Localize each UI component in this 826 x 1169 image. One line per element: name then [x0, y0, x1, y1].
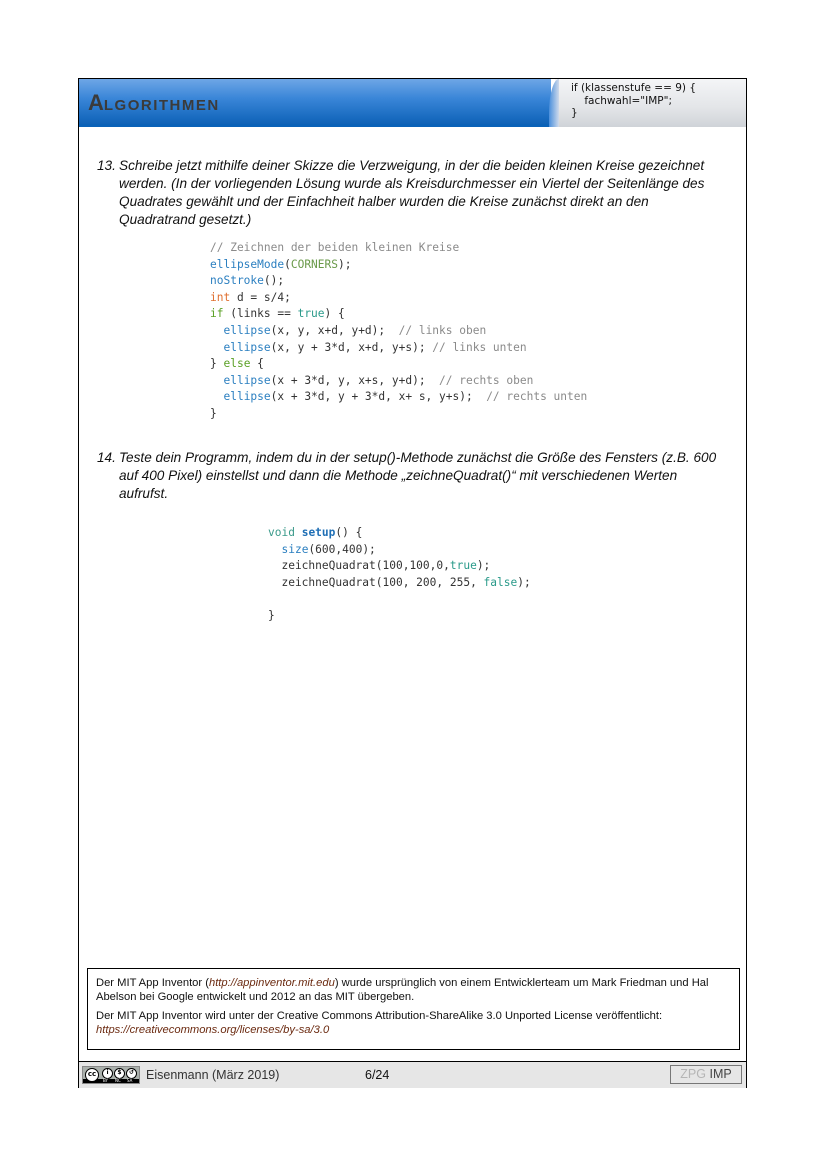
code-token: [210, 390, 223, 403]
code-token: ellipse: [223, 323, 271, 337]
code-token: }: [210, 406, 217, 420]
code-token: [295, 526, 302, 539]
code-line: [210, 340, 587, 357]
task-text: Schreibe jetzt mithilfe deiner Skizze die Verzweigung, in der die beiden kleinen Kreise gezeichnet werden. (In der vorliegenden Lösung wurde als Kreisdurchmesser ein Viertel der Seitenlänge des Quadrates gewählt und der Einfachheit halber wurden die Kreise zunächst direkt an den Quadratrand gesetzt.): [119, 158, 705, 227]
code-line: [210, 306, 587, 323]
task-13: [97, 157, 727, 229]
code-token: (links ==: [223, 307, 298, 321]
code-line: [210, 290, 587, 307]
code-token: void: [268, 526, 295, 539]
header-code-panel: [555, 79, 746, 127]
nc-icon: $: [114, 1068, 125, 1079]
code-token: () {: [335, 526, 363, 539]
code-token: setup: [301, 526, 336, 539]
app-inventor-info-box: [87, 968, 740, 1050]
code-token: ellipse: [223, 390, 271, 404]
code-token: noStroke: [210, 274, 264, 288]
code-token: );: [517, 575, 531, 589]
page-header: [79, 79, 746, 127]
code-token: // rechts oben: [439, 373, 534, 387]
code-token: }: [268, 608, 275, 622]
task-number: 13.: [97, 158, 116, 173]
code-token: (x + 3*d, y, x+s, y+d);: [270, 373, 440, 387]
code-line: [210, 257, 587, 274]
code-token: if: [210, 307, 224, 321]
code-token: int: [210, 290, 231, 304]
code-token: // links unten: [432, 340, 527, 354]
code-line: [268, 591, 531, 608]
footer-author: Eisenmann (März 2019): [146, 1068, 280, 1082]
code-token: (600,400);: [308, 542, 376, 556]
code-token: ) {: [324, 307, 345, 321]
code-line: [268, 558, 531, 575]
code-token: (x + 3*d, y + 3*d, x+ s, y+s);: [270, 390, 487, 404]
page-footer: [79, 1061, 746, 1088]
code-line: [268, 525, 531, 542]
code-token: false: [483, 575, 518, 589]
info-paragraph-origin: Der MIT App Inventor (http://appinventor.mit.edu) wurde ursprünglich von einem Entwicklerteam um Mark Friedman und Hal Abelson bei Google entwickelt und 2012 an das MIT übergeben.: [96, 977, 709, 1004]
code-token: {: [250, 357, 264, 371]
code-token: else: [223, 357, 251, 371]
code-token: ();: [263, 274, 285, 288]
license-link[interactable]: https://creativecommons.org/licenses/by-sa/3.0: [96, 1024, 330, 1037]
code-token: CORNERS: [290, 257, 338, 271]
code-token: zeichneQuadrat(100, 200, 255,: [268, 575, 484, 589]
code-token: );: [338, 257, 352, 271]
code-token: // Zeichnen der beiden kleinen Kreise: [210, 241, 460, 254]
code-token: [210, 341, 223, 354]
code-token: zeichneQuadrat(100,100,0,: [268, 559, 450, 573]
page-number: 6/24: [365, 1068, 390, 1082]
sa-icon: ↺: [126, 1068, 137, 1079]
code-token: true: [297, 307, 325, 321]
code-token: [210, 374, 223, 387]
code-block-setup: [268, 525, 531, 625]
task-number: 14.: [97, 450, 116, 465]
code-token: ellipseMode: [210, 257, 285, 271]
code-line: [210, 240, 587, 257]
code-token: // links oben: [398, 323, 487, 337]
cc-by-nc-sa-license-icon: cc i $ ↺ BY NC SA: [82, 1066, 140, 1084]
code-token: ellipse: [223, 340, 271, 354]
code-token: [268, 543, 281, 556]
code-line: [268, 575, 531, 592]
code-token: (: [284, 257, 291, 271]
code-token: (x, y + 3*d, x+d, y+s);: [270, 340, 433, 354]
code-token: (x, y, x+d, y+d);: [270, 323, 399, 337]
code-token: }: [210, 357, 224, 371]
code-line: [210, 406, 587, 423]
code-block-circles: [210, 240, 587, 423]
task-text: Teste dein Programm, indem du in der setup()-Methode zunächst die Größe des Fensters (z.B. 600 auf 400 Pixel) einstellst und dann die Methode „zeichneQuadrat()“ mit verschiedenen Werten aufrufst.: [119, 450, 717, 501]
code-token: ellipse: [223, 373, 271, 387]
task-14: [97, 449, 727, 503]
worksheet-page: [78, 78, 747, 1088]
by-icon: i: [102, 1068, 113, 1079]
code-token: d = s/4;: [230, 290, 291, 304]
code-token: );: [476, 559, 491, 573]
code-line: [268, 608, 531, 625]
header-code-snippet: if (klassenstufe == 9) { fachwahl="IMP"; }: [571, 82, 697, 119]
info-paragraph-license: Der MIT App Inventor wird unter der Creative Commons Attribution-ShareAlike 3.0 Unported License veröffentlicht: https://creativecommons.org/licenses/by-sa/3.0: [96, 1009, 663, 1037]
code-line: [210, 323, 587, 340]
code-token: size: [281, 542, 309, 556]
code-line: [210, 356, 587, 373]
code-line: [268, 542, 531, 559]
code-token: // rechts unten: [486, 390, 588, 404]
code-token: true: [449, 559, 477, 573]
code-token: [210, 324, 223, 337]
zpg-imp-tag: ZPG IMP: [670, 1065, 742, 1084]
cc-icon: cc: [85, 1068, 99, 1082]
code-line: [210, 273, 587, 290]
page-title: ALGORITHMEN: [88, 90, 220, 115]
appinventor-link[interactable]: http://appinventor.mit.edu: [208, 977, 335, 989]
header-title-bar: [79, 79, 551, 127]
code-line: [210, 373, 587, 390]
code-line: [210, 389, 587, 406]
